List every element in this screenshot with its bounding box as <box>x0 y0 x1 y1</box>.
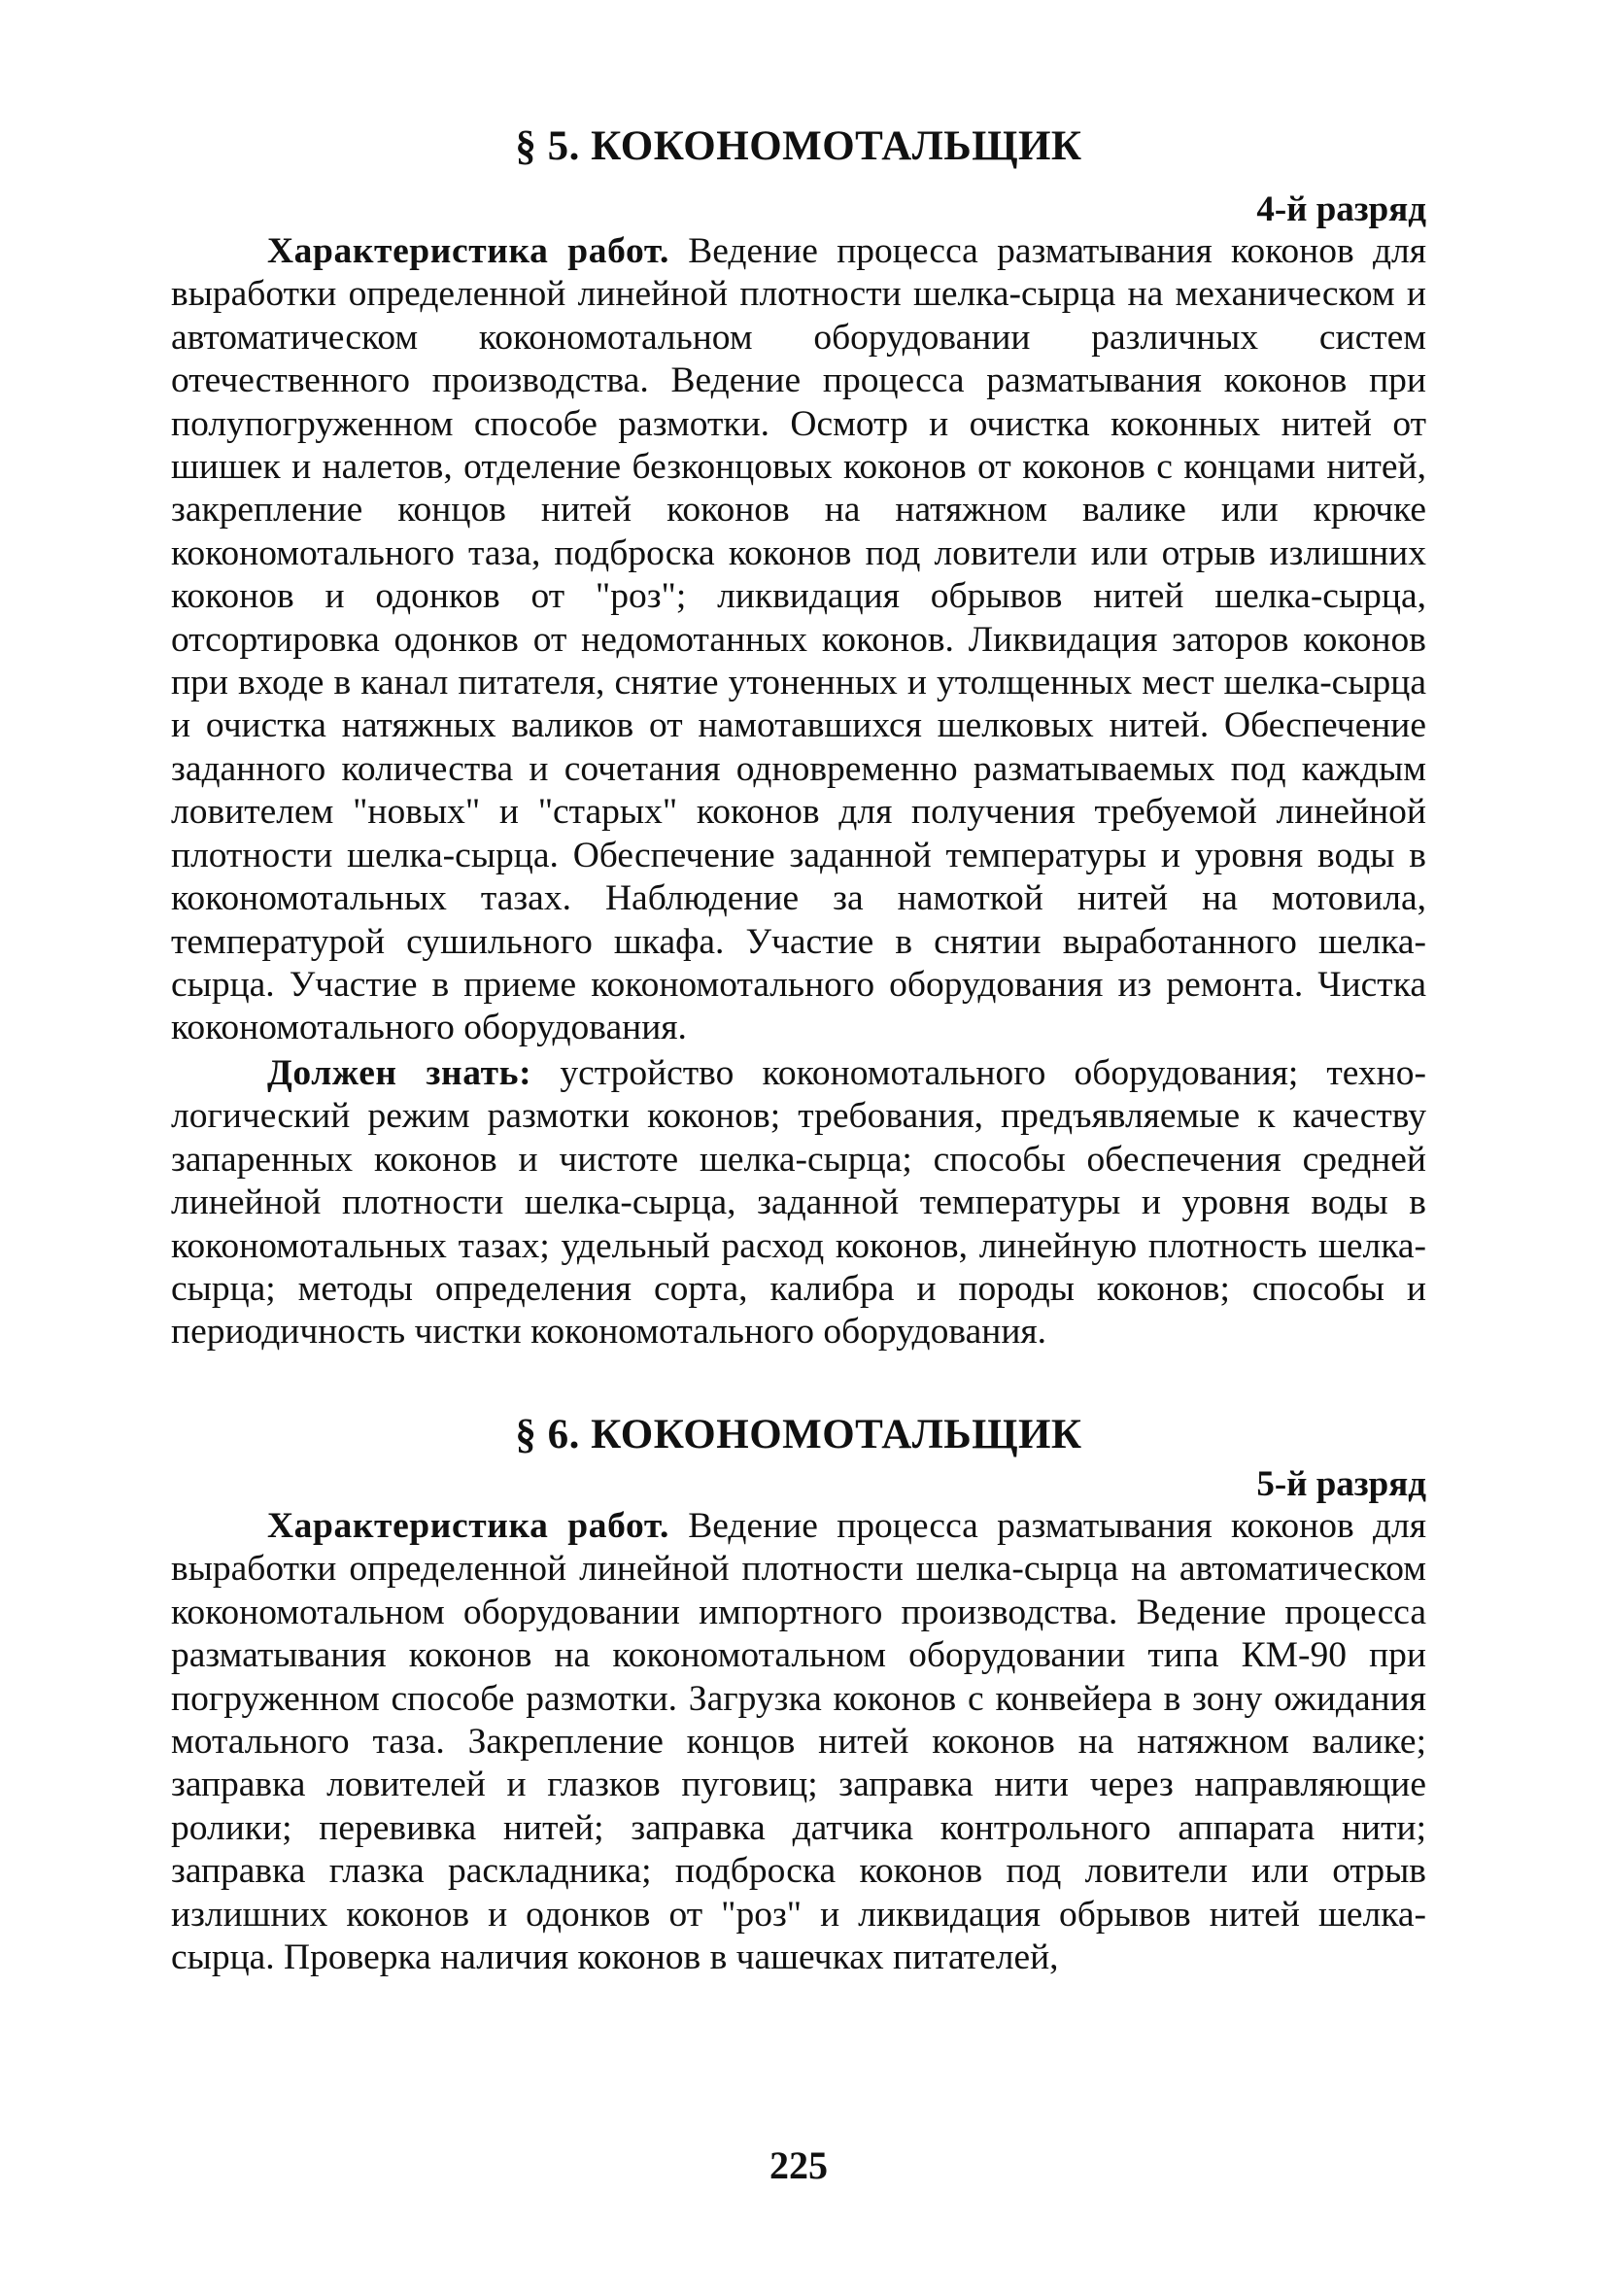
section-6-rank: 5-й разряд <box>1256 1464 1426 1504</box>
section-6-title: § 6. КОКОНОМОТАЛЬЩИК <box>515 1412 1082 1457</box>
section-5-characteristic-text: Ведение процесса разматывания коконов для выработки определенной линейной плотности шелка-сырца на механическом и автоматическом кокономотальном оборудовании различных систем отечественного производства. Ведение процесса разматывания коконов при полупогруженном способе размотки. Осмотр и очистка коконных нитей от шишек и налетов, отделение безконцовых коконов от коконов с концами нитей, закрепление концов нитей коконов на натяжном валике или крючке кокономотального таза, подброска коконов под ловители или отрыв излишних коконов и одонков от "роз"; ликвидация обрывов нитей шелка-сырца, отсортировка одонков от недомотанных коконов. Ликвидация заторов коконов при входе в канал питателя, снятие утоненных и утолщенных мест шелка-сырца и очистка натяжных валиков от намотавшихся шелковых нитей. Обеспечение заданного количества и сочетания одновременно разматываемых под каждым ловителем "новых" и "старых" коконов для получения требуемой линейной плотности шелка-сырца. Обеспечение заданной температуры и уровня воды в кокономотальных тазах. Наблюдение за намоткой нитей на мотовила, температурой сушильного шкафа. Участие в снятии выработанного шелка-сырца. Участие в приеме кокономотального оборудования из ремонта. Чистка кокономотального оборудования. <box>171 231 1426 1048</box>
section-5-characteristic-label: Характеристика работ. <box>267 231 669 271</box>
section-6-characteristic-text: Ведение процесса разматывания коконов для выработки определенной линейной плотности шелка-сырца на автоматическом кокономотальном оборудовании импортного производства. Ведение процесса разматывания коконов на кокономотальном оборудовании типа КМ-90 при погруженном способе размотки. Загрузка коконов с конвейера в зону ожидания мотального таза. Закрепление концов нитей коконов на натяжном валике; заправка ловителей и глазков пуговиц; заправка нити через направляющие ролики; перевивка нитей; заправка датчика контрольного аппарата нити; заправка глазка раскладника; подброска коконов под ловители или отрыв излишних коконов и одонков от "роз" и ликвидация обрывов нитей шелка-сырца. Проверка наличия коконов в чашечках питателей, <box>171 1506 1426 1978</box>
section-5-knowledge-text: устройство кокономотального оборудования; технологический режим размотки коконов; требования, предъявляемые к качеству запаренных коконов и чистоте шелка-сырца; способы обеспечения средней линейной плотности шелка-сырца, заданной температуры и уровня воды в кокономотальных тазах; удельный расход коконов, линейную плотность шелка-сырца; методы определения сорта, калибра и породы коконов; способы и периодичность чистки кокономотального оборудования. <box>171 1053 1426 1353</box>
section-6-characteristic-label: Характеристика работ. <box>267 1506 669 1546</box>
section-5-rank: 4-й разряд <box>1256 189 1426 229</box>
section-5-title: § 5. КОКОНОМОТАЛЬЩИК <box>515 123 1082 169</box>
section-5-knowledge-label: Должен знать: <box>267 1053 532 1093</box>
section-5-characteristic-paragraph <box>171 230 1426 1050</box>
page-number: 225 <box>769 2143 828 2187</box>
document-page <box>171 0 1426 2296</box>
section-6-characteristic-paragraph <box>171 1505 1426 1979</box>
section-5-knowledge-paragraph <box>171 1052 1426 1354</box>
